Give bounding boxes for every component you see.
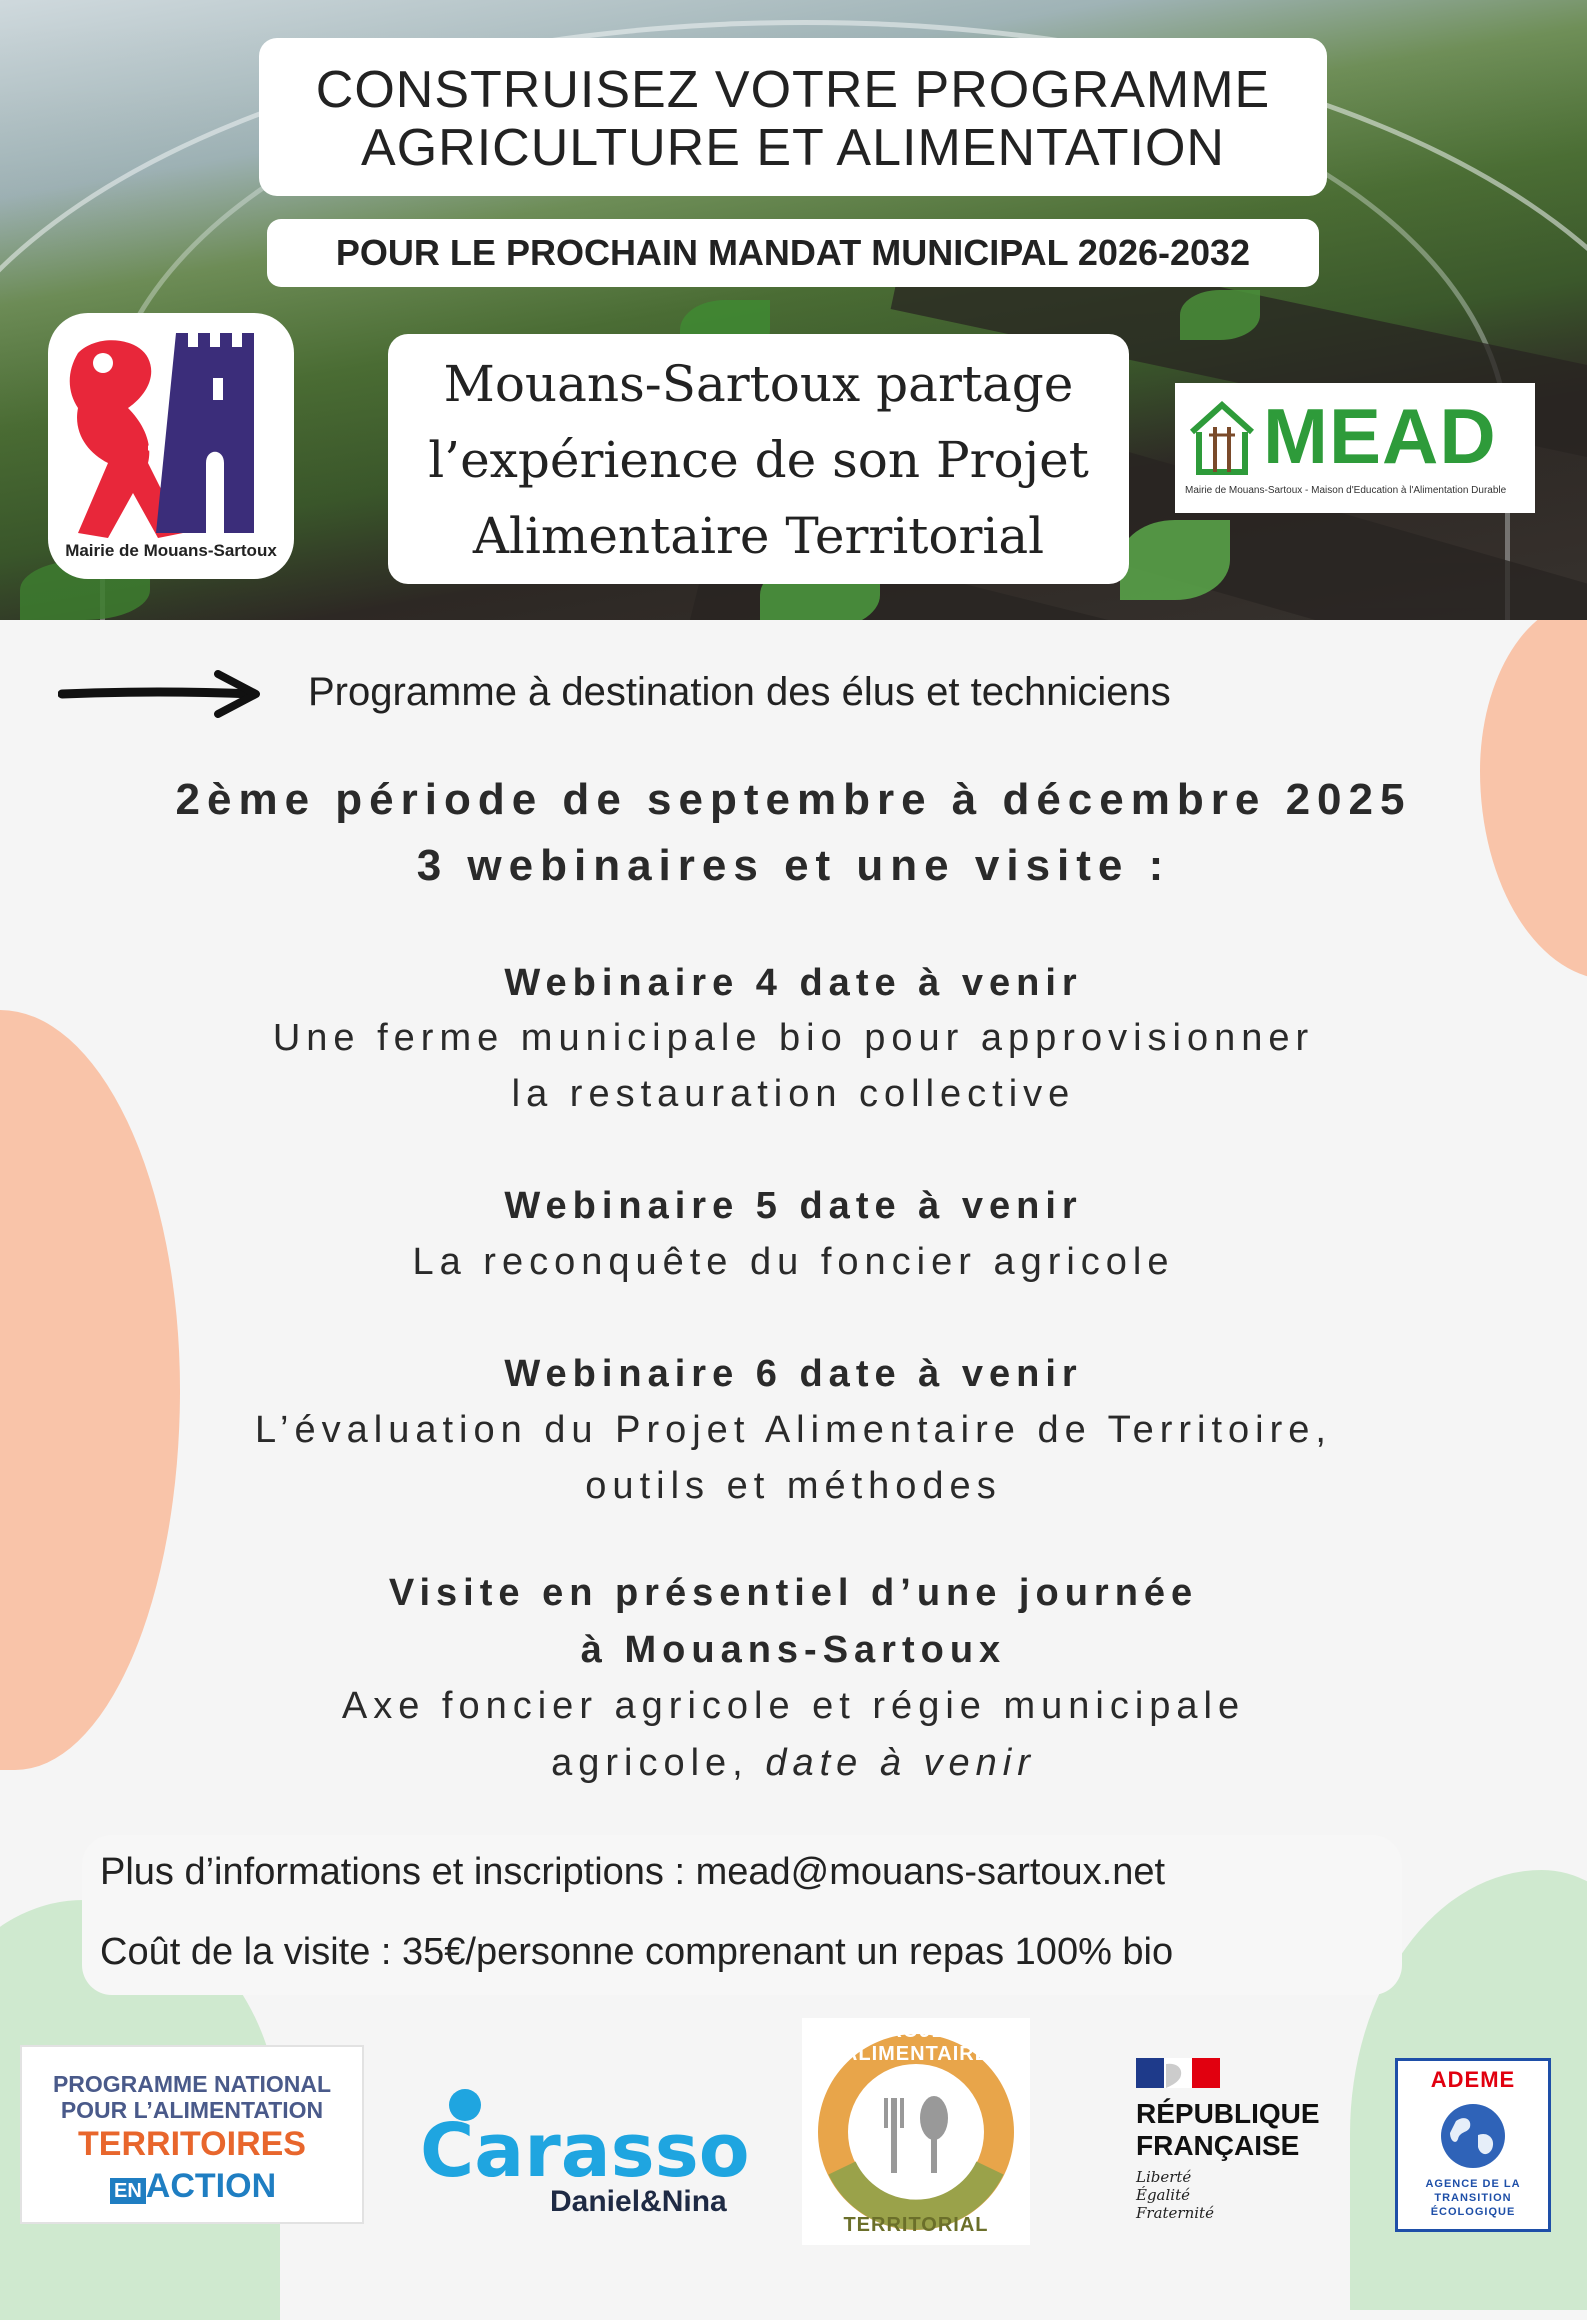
ademe-title: ADEME (1430, 2067, 1516, 2092)
carasso-logo (415, 2085, 775, 2225)
carasso-sub: Daniel&Nina (550, 2185, 727, 2218)
pat-line-3: Alimentaire Territorial (472, 507, 1045, 565)
republique-francaise-logo (1120, 2050, 1370, 2230)
period-heading: 2ème période de septembre à décembre 2025 (175, 775, 1412, 824)
marianne-flag-icon (1136, 2058, 1220, 2090)
ademe-logo (1395, 2058, 1551, 2232)
rf-motto1: Liberté (1136, 2168, 1192, 2186)
event-desc-line1: Une ferme municipale bio pour approvisionner (272, 1017, 1315, 1059)
pna-line2: POUR L’ALIMENTATION (60, 2097, 324, 2123)
mandat-text: POUR LE PROCHAIN MANDAT MUNICIPAL 2026-2032 (335, 232, 1251, 273)
event-title: Webinaire 5 date à venir (504, 1185, 1083, 1227)
ademe-l3: ÉCOLOGIQUE (1430, 2206, 1516, 2218)
mairie-logo-caption: Mairie de Mouans-Sartoux (65, 541, 277, 560)
mead-logo-text: MEAD (1263, 392, 1497, 480)
pat-ring-top: PROJET ALIMENTAIRE (842, 2020, 990, 2065)
visit-desc-line2 (0, 1735, 1587, 1791)
pat-badge-logo (802, 2018, 1030, 2245)
pat-ring-bottom: TERRITORIAL (843, 2214, 989, 2236)
mead-logo (1175, 383, 1535, 513)
mairie-logo (48, 313, 294, 579)
leaf (1120, 520, 1230, 600)
globe-icon (1438, 2101, 1508, 2171)
event-desc-line2: outils et méthodes (585, 1465, 1002, 1507)
event-desc-line1: La reconquête du foncier agricole (412, 1241, 1175, 1283)
pat-line-1: Mouans-Sartoux partage (443, 355, 1074, 413)
rf-motto2: Égalité (1136, 2186, 1190, 2204)
event-title: Webinaire 6 date à venir (504, 1353, 1083, 1395)
pna-logo (20, 2045, 364, 2224)
summary-heading: 3 webinaires et une visite : (416, 841, 1171, 890)
visit-desc-plain: agricole, (551, 1742, 766, 1784)
hero-banner (0, 0, 1587, 620)
carasso-main: Carasso (420, 2108, 750, 2194)
title-line-1: CONSTRUISEZ VOTRE PROGRAMME (315, 61, 1271, 119)
audience-text: Programme à destination des élus et techniciens (308, 670, 1171, 714)
visit-desc-line1: Axe foncier agricole et régie municipale (341, 1685, 1246, 1727)
rf-line2: FRANÇAISE (1136, 2130, 1300, 2161)
mairie-emblem-icon (48, 313, 294, 579)
contact-text: Plus d’informations et inscriptions : mead@mouans-sartoux.net (100, 1851, 1166, 1893)
event-title: Webinaire 4 date à venir (504, 962, 1083, 1004)
event-desc-line2: la restauration collective (511, 1073, 1076, 1115)
mead-house-icon (1187, 397, 1257, 477)
cost-text: Coût de la visite : 35€/personne comprenant un repas 100% bio (100, 1931, 1174, 1973)
ademe-l1: AGENCE DE LA (1425, 2178, 1521, 2190)
leaf (1180, 290, 1260, 340)
rf-line1: RÉPUBLIQUE (1136, 2098, 1320, 2129)
title-line-2: AGRICULTURE ET ALIMENTATION (361, 119, 1225, 177)
mead-logo-caption: Mairie de Mouans-Sartoux - Maison d'Education à l'Alimentation Durable (1185, 485, 1507, 496)
pna-line3: TERRITOIRES (78, 2125, 306, 2163)
pat-line-2: l’expérience de son Projet (428, 431, 1089, 489)
visit-title-line1: Visite en présentiel d’une journée (388, 1572, 1199, 1614)
pna-action: ACTION (145, 2167, 277, 2205)
pna-line1: PROGRAMME NATIONAL (52, 2071, 332, 2097)
visit-title-line2: à Mouans-Sartoux (580, 1629, 1007, 1671)
pna-en: EN (110, 2178, 146, 2204)
arrow-right-icon (58, 668, 263, 720)
pna-line4 (110, 2167, 290, 2212)
visit-desc-italic: date à venir (765, 1742, 1036, 1784)
rf-motto3: Fraternité (1136, 2204, 1214, 2222)
ademe-l2: TRANSITION (1434, 2192, 1512, 2204)
event-desc-line1: L’évaluation du Projet Alimentaire de Territoire, (255, 1409, 1332, 1451)
